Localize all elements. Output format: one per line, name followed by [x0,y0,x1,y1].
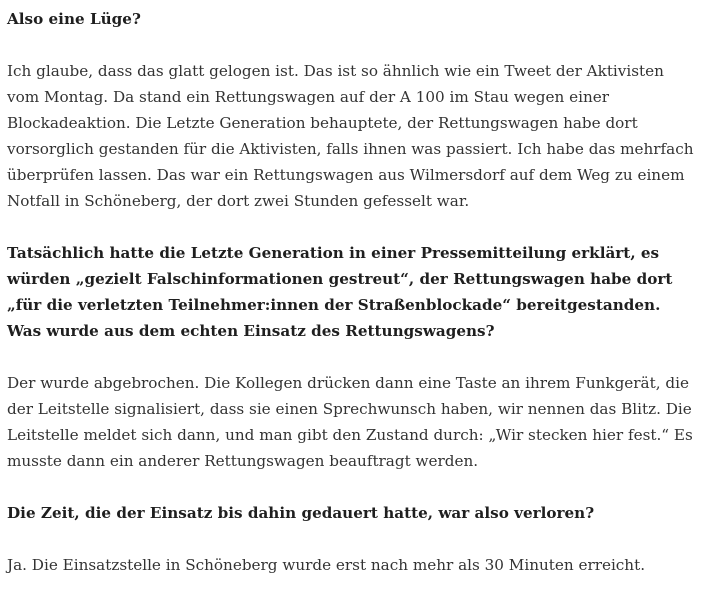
interview-answer-2: Der wurde abgebrochen. Die Kollegen drücken dann eine Taste an ihrem Funkgerät, die der Leitstelle signalisiert, dass sie einen Sprechwunsch haben, wir nennen das Blitz. Die Leitstelle meldet sich dann, und man gibt den Zustand durch: „Wir stecken hier fest.“ Es musste dann ein anderer Rettungswagen beauftragt werden. [7,374,693,470]
paragraph-spacer [7,214,695,240]
paragraph-spacer [7,474,695,500]
interview-answer-1: Ich glaube, dass das glatt gelogen ist. Das ist so ähnlich wie ein Tweet der Aktivisten vom Montag. Da stand ein Rettungswagen auf der A 100 im Stau wegen einer Blockadeaktion. Die Letzte Generation behauptete, der Rettungswagen habe dort vorsorglich gestanden für die Aktivisten, falls ihnen was passiert. Ich habe das mehrfach überprüfen lassen. Das war ein Rettungswagen aus Wilmersdorf auf dem Weg zu einem Notfall in Schöneberg, der dort zwei Stunden gefesselt war. [7,62,694,210]
paragraph-spacer [7,32,695,58]
paragraph-spacer [7,344,695,370]
interview-question-1: Also eine Lüge? [7,10,141,28]
interview-question-2: Tatsächlich hatte die Letzte Generation in einer Pressemitteilung erklärt, es würden „gezielt Falschinformationen gestreut“, der Rettungswagen habe dort „für die verletzten Teilnehmer:innen der Straßenblockade“ bereitgestanden. Was wurde aus dem echten Einsatz des Rettungswagens? [7,244,673,340]
paragraph-spacer [7,526,695,552]
interview-question-3: Die Zeit, die der Einsatz bis dahin gedauert hatte, war also verloren? [7,504,595,522]
interview-answer-3: Ja. Die Einsatzstelle in Schöneberg wurde erst nach mehr als 30 Minuten erreicht. [7,556,646,574]
